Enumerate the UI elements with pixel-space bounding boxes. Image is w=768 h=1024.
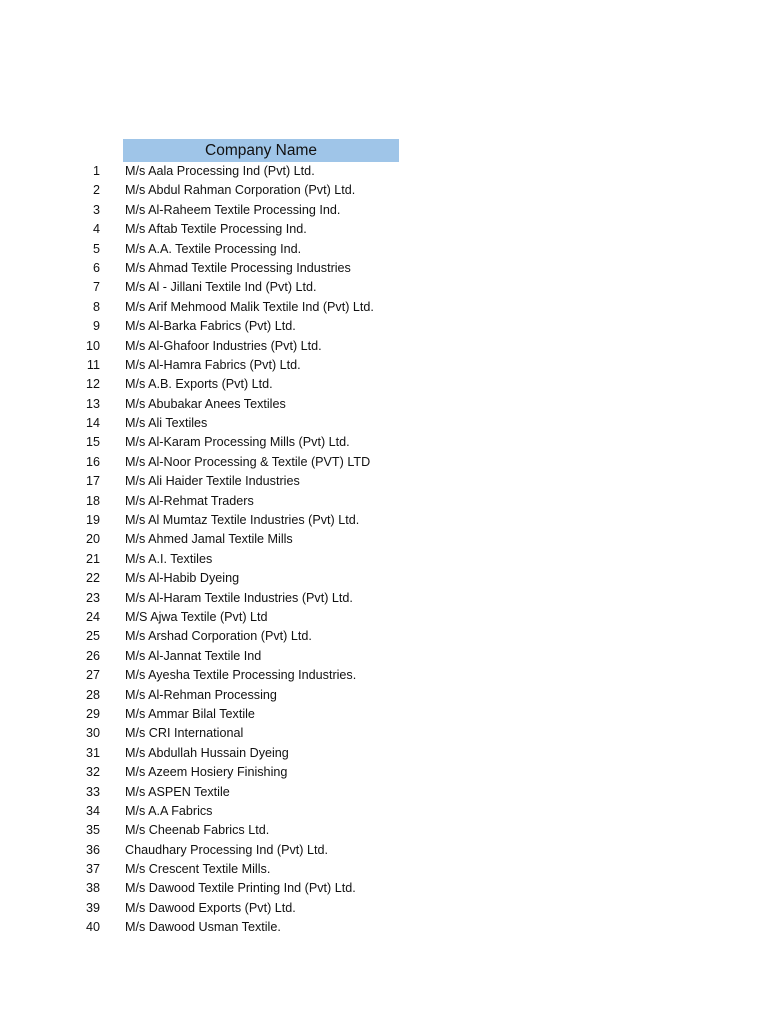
company-name-cell: M/s Al-Karam Processing Mills (Pvt) Ltd. (125, 435, 350, 450)
row-number: 16 (85, 454, 100, 469)
row-number: 18 (85, 493, 100, 508)
company-name-cell: M/s Abdul Rahman Corporation (Pvt) Ltd. (125, 183, 356, 198)
table-row (0, 492, 768, 511)
row-number: 5 (92, 241, 100, 256)
company-name-cell: M/s Ammar Bilal Textile (125, 706, 255, 721)
company-name-cell: M/s Al Mumtaz Textile Industries (Pvt) Ltd. (125, 513, 360, 528)
row-number: 31 (85, 745, 100, 760)
row-number: 4 (92, 222, 100, 237)
row-number: 10 (85, 338, 100, 353)
row-number: 11 (86, 357, 100, 372)
company-name-cell: M/s Al-Ghafoor Industries (Pvt) Ltd. (125, 338, 322, 353)
row-number: 1 (92, 164, 100, 178)
table-row (0, 686, 768, 705)
table-row (0, 453, 768, 472)
row-number: 6 (92, 260, 100, 275)
table-row (0, 783, 768, 802)
company-name-cell: M/s Ahmad Textile Processing Industries (125, 260, 351, 275)
company-name-cell: M/s Abdullah Hussain Dyeing (125, 745, 289, 760)
company-name-cell: M/s Al-Hamra Fabrics (Pvt) Ltd. (125, 357, 301, 372)
row-number: 39 (85, 900, 100, 915)
row-number: 28 (85, 687, 100, 702)
table-row (0, 918, 768, 937)
company-name-cell: M/s Cheenab Fabrics Ltd. (125, 823, 270, 838)
row-number: 20 (85, 532, 100, 547)
row-number: 37 (85, 862, 100, 877)
row-number: 2 (92, 183, 100, 198)
table-row (0, 705, 768, 724)
table-row (0, 414, 768, 433)
table-row (0, 259, 768, 278)
table-row (0, 201, 768, 220)
table-row (0, 395, 768, 414)
company-name-cell: M/s Al-Haram Textile Industries (Pvt) Ltd. (125, 590, 353, 605)
table-row (0, 162, 768, 181)
table-row (0, 433, 768, 452)
table-row (0, 278, 768, 297)
row-number: 33 (85, 784, 100, 799)
row-number: 25 (85, 629, 100, 644)
company-name-cell: M/s Ali Haider Textile Industries (125, 474, 300, 489)
company-name-cell: M/s Al-Noor Processing & Textile (PVT) LTD (125, 454, 371, 469)
company-name-cell: M/s Ali Textiles (125, 416, 208, 431)
table-row (0, 763, 768, 782)
table-row (0, 356, 768, 375)
company-name-cell: M/s Dawood Usman Textile. (125, 920, 281, 935)
company-name-cell: M/s Al - Jillani Textile Ind (Pvt) Ltd. (125, 280, 317, 295)
company-name-cell: M/s Al-Barka Fabrics (Pvt) Ltd. (125, 319, 296, 334)
company-name-cell: M/s Ayesha Textile Processing Industries. (125, 668, 357, 683)
table-row (0, 802, 768, 821)
company-name-cell: M/s CRI International (125, 726, 244, 741)
table-row (0, 511, 768, 530)
company-name-cell: M/s Al-Rehmat Traders (125, 493, 254, 508)
row-number: 17 (85, 474, 100, 489)
company-name-cell: M/s Al-Raheem Textile Processing Ind. (125, 202, 341, 217)
table-row (0, 317, 768, 336)
table-row (0, 666, 768, 685)
row-number: 30 (85, 726, 100, 741)
row-number: 23 (85, 590, 100, 605)
table-row (0, 627, 768, 646)
table-row (0, 899, 768, 918)
company-name-cell: M/s Crescent Textile Mills. (125, 862, 271, 877)
table-row (0, 569, 768, 588)
row-number: 9 (92, 319, 100, 334)
company-name-cell: M/s A.A Fabrics (125, 803, 213, 818)
row-number: 27 (85, 668, 100, 683)
company-list (0, 162, 768, 938)
table-row (0, 821, 768, 840)
row-number: 12 (85, 377, 100, 392)
row-number: 38 (85, 881, 100, 896)
row-number: 15 (85, 435, 100, 450)
row-number: 35 (85, 823, 100, 838)
company-name-cell: M/s Al-Rehman Processing (125, 687, 277, 702)
table-row (0, 879, 768, 898)
table-row (0, 472, 768, 491)
company-name-header: Company Name (123, 139, 399, 162)
row-number: 34 (85, 803, 100, 818)
company-name-cell: M/s Azeem Hosiery Finishing (125, 765, 288, 780)
company-name-cell: M/s Dawood Exports (Pvt) Ltd. (125, 900, 296, 915)
company-name-cell: M/s Arif Mehmood Malik Textile Ind (Pvt) Ltd. (125, 299, 374, 314)
row-number: 7 (92, 280, 100, 295)
table-row (0, 240, 768, 259)
row-number: 3 (92, 202, 100, 217)
row-number: 19 (85, 513, 100, 528)
row-number: 14 (85, 416, 100, 431)
company-name-cell: M/s A.A. Textile Processing Ind. (125, 241, 302, 256)
table-row (0, 298, 768, 317)
company-name-cell: M/s Arshad Corporation (Pvt) Ltd. (125, 629, 312, 644)
table-row (0, 608, 768, 627)
row-number: 36 (85, 842, 100, 857)
company-name-cell: M/s Abubakar Anees Textiles (125, 396, 286, 411)
table-row (0, 744, 768, 763)
company-name-cell: M/s Al-Habib Dyeing (125, 571, 240, 586)
company-name-cell: Chaudhary Processing Ind (Pvt) Ltd. (125, 842, 329, 857)
company-name-cell: M/s Ahmed Jamal Textile Mills (125, 532, 293, 547)
table-row (0, 841, 768, 860)
company-name-cell: M/s A.I. Textiles (125, 551, 213, 566)
table-row (0, 530, 768, 549)
table-row (0, 550, 768, 569)
table-row (0, 724, 768, 743)
table-row (0, 647, 768, 666)
table-row (0, 181, 768, 200)
row-number: 21 (85, 551, 100, 566)
row-number: 13 (85, 396, 100, 411)
company-name-cell: M/s Aala Processing Ind (Pvt) Ltd. (125, 164, 315, 178)
row-number: 24 (85, 609, 100, 624)
company-name-cell: M/s Dawood Textile Printing Ind (Pvt) Ltd. (125, 881, 356, 896)
company-name-cell: M/s A.B. Exports (Pvt) Ltd. (125, 377, 273, 392)
company-name-cell: M/s Al-Jannat Textile Ind (125, 648, 262, 663)
row-number: 22 (85, 571, 100, 586)
company-name-cell: M/s ASPEN Textile (125, 784, 230, 799)
row-number: 40 (85, 920, 100, 935)
table-row (0, 220, 768, 239)
table-row (0, 337, 768, 356)
row-number: 8 (92, 299, 100, 314)
row-number: 32 (85, 765, 100, 780)
company-name-cell: M/S Ajwa Textile (Pvt) Ltd (125, 609, 268, 624)
table-row (0, 589, 768, 608)
row-number: 29 (85, 706, 100, 721)
row-number: 26 (85, 648, 100, 663)
table-row (0, 860, 768, 879)
table-row (0, 375, 768, 394)
company-name-cell: M/s Aftab Textile Processing Ind. (125, 222, 307, 237)
